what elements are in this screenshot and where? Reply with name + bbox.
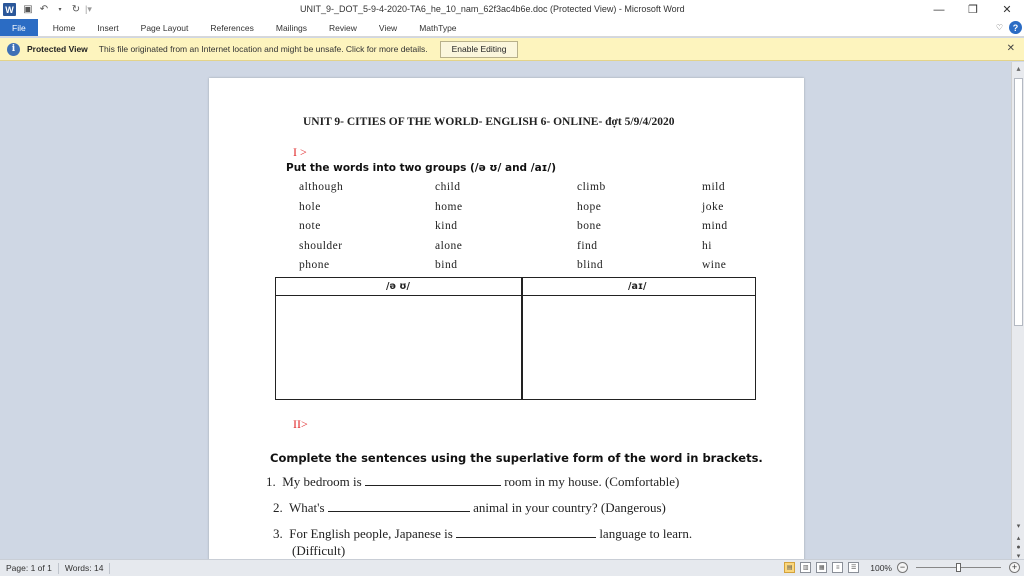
table-header-ai: /aɪ/ bbox=[628, 281, 647, 292]
item-number: 2. bbox=[273, 500, 283, 515]
zoom-slider[interactable] bbox=[916, 567, 1001, 568]
item-text-after: language to learn. bbox=[599, 526, 693, 541]
page-count[interactable]: Page: 1 of 1 bbox=[0, 563, 59, 574]
word: child bbox=[435, 181, 461, 193]
item-number: 1. bbox=[266, 474, 276, 489]
sentence-item bbox=[273, 526, 692, 542]
item-text-after: room in my house. (Comfortable) bbox=[504, 474, 680, 489]
outline-icon[interactable]: ≡ bbox=[832, 562, 843, 573]
tab-mathtype[interactable]: MathType bbox=[419, 22, 457, 33]
sentence-item bbox=[273, 500, 666, 516]
minimize-icon[interactable]: — bbox=[933, 3, 945, 16]
tab-references[interactable]: References bbox=[210, 22, 254, 33]
undo-dropdown-icon[interactable]: ▾ bbox=[58, 7, 62, 13]
word: phone bbox=[299, 259, 330, 271]
word: shoulder bbox=[299, 239, 343, 252]
word-count[interactable]: Words: 14 bbox=[59, 563, 111, 574]
next-page-icon[interactable]: ▾ bbox=[1016, 552, 1021, 560]
previous-page-icon[interactable]: ▴ bbox=[1016, 534, 1021, 542]
word: joke bbox=[702, 200, 724, 213]
item-text-after: animal in your country? (Dangerous) bbox=[473, 500, 666, 515]
scrollbar-thumb[interactable] bbox=[1014, 78, 1023, 326]
word: home bbox=[435, 200, 463, 213]
word: find bbox=[577, 239, 598, 252]
undo-icon[interactable]: ↶ bbox=[39, 4, 49, 15]
window-controls bbox=[922, 0, 1024, 19]
section-2-marker: II> bbox=[293, 417, 308, 431]
zoom-slider-thumb[interactable] bbox=[956, 563, 961, 572]
zoom-level[interactable]: 100% bbox=[870, 562, 892, 573]
vertical-scrollbar[interactable] bbox=[1011, 62, 1024, 559]
draft-icon[interactable]: ☰ bbox=[848, 562, 859, 573]
tab-insert[interactable]: Insert bbox=[97, 22, 119, 33]
word: alone bbox=[435, 239, 463, 252]
section-1-marker: I > bbox=[293, 145, 307, 159]
protected-view-title: Protected View bbox=[27, 44, 88, 54]
section-2-instruction: Complete the sentences using the superlative form of the word in brackets. bbox=[270, 451, 763, 465]
word-app-icon[interactable]: W bbox=[3, 3, 16, 16]
tab-home[interactable]: Home bbox=[52, 22, 76, 33]
scroll-down-arrow-icon[interactable]: ▾ bbox=[1016, 522, 1021, 530]
table-divider bbox=[521, 278, 523, 399]
help-icon[interactable]: ? bbox=[1009, 21, 1022, 34]
document-heading: UNIT 9- CITIES OF THE WORLD- ENGLISH 6- ONLINE- đợt 5/9/4/2020 bbox=[303, 116, 675, 128]
item-text-before: My bedroom is bbox=[282, 474, 362, 489]
word: mild bbox=[702, 181, 726, 193]
word: bind bbox=[435, 259, 458, 271]
protected-view-message[interactable]: This file originated from an Internet location and might be unsafe. Click for more details. bbox=[98, 44, 428, 54]
save-icon[interactable]: ▣ bbox=[23, 4, 33, 15]
item-number: 3. bbox=[273, 526, 283, 541]
table-header-row bbox=[276, 278, 755, 296]
section-1-instruction: Put the words into two groups (/ə ʊ/ and /aɪ/) bbox=[286, 162, 557, 174]
select-browse-object-icon[interactable]: ● bbox=[1016, 544, 1021, 551]
info-icon: i bbox=[7, 43, 20, 56]
answer-blank[interactable] bbox=[365, 475, 501, 486]
status-bar bbox=[0, 559, 1024, 576]
print-layout-icon[interactable]: ▤ bbox=[784, 562, 795, 573]
view-ruler-icon[interactable]: ▴ bbox=[1016, 63, 1021, 73]
word-row bbox=[299, 220, 759, 240]
sentence-item-continued: (Difficult) bbox=[292, 543, 346, 558]
word-list bbox=[299, 181, 759, 279]
full-screen-reading-icon[interactable]: ▥ bbox=[800, 562, 811, 573]
document-area[interactable] bbox=[0, 62, 1011, 559]
tab-mailings[interactable]: Mailings bbox=[275, 22, 308, 33]
word: hi bbox=[702, 239, 712, 252]
sentence-item bbox=[266, 474, 679, 490]
word: kind bbox=[435, 220, 458, 232]
word: hole bbox=[299, 200, 321, 213]
close-message-bar-icon[interactable]: ✕ bbox=[1006, 43, 1015, 54]
ribbon-tabs bbox=[0, 19, 1024, 37]
item-text-before: For English people, Japanese is bbox=[289, 526, 453, 541]
word-row bbox=[299, 181, 759, 201]
sound-groups-table[interactable] bbox=[275, 277, 756, 400]
word: although bbox=[299, 181, 344, 193]
word: mind bbox=[702, 220, 728, 232]
zoom-in-icon[interactable]: + bbox=[1009, 562, 1020, 573]
word: blind bbox=[577, 259, 604, 271]
quick-access-toolbar bbox=[0, 0, 98, 19]
word: hope bbox=[577, 200, 602, 213]
tab-view[interactable]: View bbox=[378, 22, 398, 33]
expand-ribbon-icon[interactable]: ♡ bbox=[995, 23, 1003, 32]
item-text-before: What's bbox=[289, 500, 325, 515]
word-row bbox=[299, 259, 759, 279]
web-layout-icon[interactable]: ▦ bbox=[816, 562, 827, 573]
word-row bbox=[299, 201, 759, 221]
answer-blank[interactable] bbox=[328, 501, 470, 512]
word: note bbox=[299, 220, 321, 232]
word: bone bbox=[577, 220, 602, 232]
table-header-ou: /ə ʊ/ bbox=[386, 281, 411, 292]
title-bar bbox=[0, 0, 1024, 19]
customize-toolbar-icon[interactable]: |▾ bbox=[85, 4, 92, 14]
window-title: UNIT_9-_DOT_5-9-4-2020-TA6_he_10_nam_62f3ac4b6e.doc (Protected View) - Microsoft Word bbox=[300, 4, 685, 14]
close-icon[interactable]: ✕ bbox=[1002, 4, 1012, 16]
restore-icon[interactable]: ❐ bbox=[968, 4, 978, 16]
document-page[interactable] bbox=[209, 78, 804, 559]
tab-file[interactable]: File bbox=[0, 19, 38, 36]
word: wine bbox=[702, 259, 727, 271]
enable-editing-button[interactable]: Enable Editing bbox=[440, 41, 519, 58]
zoom-out-icon[interactable]: − bbox=[897, 562, 908, 573]
protected-view-bar bbox=[0, 38, 1024, 61]
answer-blank[interactable] bbox=[456, 527, 596, 538]
word: climb bbox=[577, 181, 606, 193]
word-row bbox=[299, 240, 759, 260]
tab-page-layout[interactable]: Page Layout bbox=[140, 22, 189, 33]
tab-review[interactable]: Review bbox=[329, 22, 357, 33]
status-right-controls bbox=[784, 562, 1020, 573]
redo-icon[interactable]: ↻ bbox=[71, 4, 81, 15]
ribbon-right-controls bbox=[996, 21, 1022, 34]
